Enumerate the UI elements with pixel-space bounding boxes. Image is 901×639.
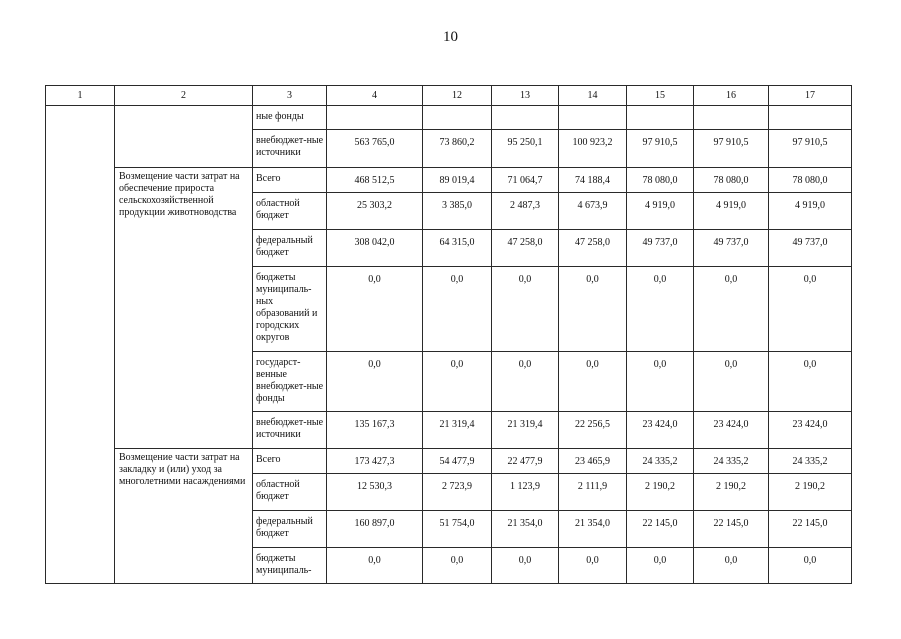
table-row	[46, 449, 852, 474]
funding-source-cell: бюджеты муниципаль-ных образований и городских округов	[253, 267, 327, 352]
amount-cell: 89 019,4	[423, 168, 492, 193]
amount-cell: 0,0	[423, 352, 492, 412]
amount-cell	[492, 106, 559, 130]
column-number: 14	[559, 86, 627, 106]
amount-cell: 78 080,0	[627, 168, 694, 193]
budget-table	[45, 85, 852, 584]
funding-source-cell: областной бюджет	[253, 474, 327, 511]
amount-cell: 12 530,3	[327, 474, 423, 511]
funding-source-cell: государст-венные внебюджет-ные фонды	[253, 352, 327, 412]
amount-cell: 563 765,0	[327, 130, 423, 168]
funding-source-cell: федеральный бюджет	[253, 230, 327, 267]
funding-source-cell: внебюджет-ные источники	[253, 130, 327, 168]
amount-cell: 0,0	[769, 352, 852, 412]
funding-source-cell: внебюджет-ные источники	[253, 412, 327, 449]
amount-cell: 0,0	[769, 267, 852, 352]
amount-cell: 78 080,0	[769, 168, 852, 193]
amount-cell: 0,0	[627, 352, 694, 412]
funding-source-cell: федеральный бюджет	[253, 511, 327, 548]
amount-cell: 4 919,0	[769, 193, 852, 230]
amount-cell	[694, 106, 769, 130]
funding-source-cell: бюджеты муниципаль-	[253, 548, 327, 584]
amount-cell: 23 424,0	[694, 412, 769, 449]
amount-cell: 22 256,5	[559, 412, 627, 449]
amount-cell: 160 897,0	[327, 511, 423, 548]
table-row	[46, 168, 852, 193]
amount-cell: 0,0	[327, 267, 423, 352]
amount-cell: 24 335,2	[694, 449, 769, 474]
amount-cell: 0,0	[559, 352, 627, 412]
amount-cell: 4 673,9	[559, 193, 627, 230]
row-number-cell	[46, 106, 115, 584]
amount-cell	[559, 106, 627, 130]
column-number: 1	[46, 86, 115, 106]
amount-cell: 23 424,0	[769, 412, 852, 449]
amount-cell: 0,0	[694, 267, 769, 352]
amount-cell: 0,0	[492, 352, 559, 412]
amount-cell: 0,0	[423, 267, 492, 352]
column-number: 3	[253, 86, 327, 106]
amount-cell: 468 512,5	[327, 168, 423, 193]
amount-cell: 0,0	[559, 548, 627, 584]
amount-cell: 97 910,5	[694, 130, 769, 168]
page-number: 10	[443, 29, 458, 45]
amount-cell: 0,0	[327, 548, 423, 584]
funding-source-cell: областной бюджет	[253, 193, 327, 230]
amount-cell: 135 167,3	[327, 412, 423, 449]
amount-cell: 173 427,3	[327, 449, 423, 474]
amount-cell: 2 190,2	[627, 474, 694, 511]
amount-cell: 2 190,2	[769, 474, 852, 511]
column-number: 4	[327, 86, 423, 106]
amount-cell: 22 145,0	[769, 511, 852, 548]
amount-cell: 23 465,9	[559, 449, 627, 474]
amount-cell: 97 910,5	[769, 130, 852, 168]
funding-source-cell: ные фонды	[253, 106, 327, 130]
amount-cell: 0,0	[423, 548, 492, 584]
amount-cell: 0,0	[694, 548, 769, 584]
amount-cell: 21 354,0	[559, 511, 627, 548]
column-number-row	[46, 86, 852, 106]
amount-cell: 54 477,9	[423, 449, 492, 474]
amount-cell: 21 354,0	[492, 511, 559, 548]
amount-cell: 78 080,0	[694, 168, 769, 193]
amount-cell: 3 385,0	[423, 193, 492, 230]
amount-cell: 22 145,0	[694, 511, 769, 548]
column-number: 12	[423, 86, 492, 106]
amount-cell: 95 250,1	[492, 130, 559, 168]
amount-cell: 308 042,0	[327, 230, 423, 267]
column-number: 13	[492, 86, 559, 106]
amount-cell: 51 754,0	[423, 511, 492, 548]
amount-cell: 0,0	[327, 352, 423, 412]
amount-cell: 100 923,2	[559, 130, 627, 168]
amount-cell: 0,0	[627, 548, 694, 584]
funding-source-cell: Всего	[253, 168, 327, 193]
amount-cell: 21 319,4	[492, 412, 559, 449]
amount-cell: 74 188,4	[559, 168, 627, 193]
amount-cell	[627, 106, 694, 130]
amount-cell: 21 319,4	[423, 412, 492, 449]
amount-cell: 47 258,0	[559, 230, 627, 267]
amount-cell: 22 145,0	[627, 511, 694, 548]
amount-cell: 0,0	[492, 548, 559, 584]
amount-cell: 24 335,2	[769, 449, 852, 474]
amount-cell: 49 737,0	[769, 230, 852, 267]
amount-cell: 71 064,7	[492, 168, 559, 193]
table-row	[46, 106, 852, 130]
amount-cell: 0,0	[559, 267, 627, 352]
amount-cell: 25 303,2	[327, 193, 423, 230]
table-body	[46, 86, 852, 584]
amount-cell: 1 123,9	[492, 474, 559, 511]
column-number: 2	[115, 86, 253, 106]
column-number: 15	[627, 86, 694, 106]
column-number: 17	[769, 86, 852, 106]
amount-cell: 2 190,2	[694, 474, 769, 511]
amount-cell: 49 737,0	[627, 230, 694, 267]
amount-cell	[327, 106, 423, 130]
direction-cell: Возмещение части затрат на обеспечение прироста сельскохозяйственной продукции животноводства	[115, 168, 253, 449]
amount-cell: 2 723,9	[423, 474, 492, 511]
amount-cell: 49 737,0	[694, 230, 769, 267]
amount-cell: 22 477,9	[492, 449, 559, 474]
column-number: 16	[694, 86, 769, 106]
amount-cell: 73 860,2	[423, 130, 492, 168]
amount-cell: 64 315,0	[423, 230, 492, 267]
amount-cell: 2 487,3	[492, 193, 559, 230]
amount-cell: 0,0	[769, 548, 852, 584]
amount-cell: 47 258,0	[492, 230, 559, 267]
amount-cell: 0,0	[627, 267, 694, 352]
amount-cell: 4 919,0	[694, 193, 769, 230]
amount-cell	[769, 106, 852, 130]
amount-cell: 2 111,9	[559, 474, 627, 511]
amount-cell: 0,0	[694, 352, 769, 412]
direction-cell: Возмещение части затрат на закладку и (или) уход за многолетними насаждениями	[115, 449, 253, 584]
direction-cell	[115, 106, 253, 168]
amount-cell: 4 919,0	[627, 193, 694, 230]
amount-cell: 23 424,0	[627, 412, 694, 449]
amount-cell: 24 335,2	[627, 449, 694, 474]
funding-source-cell: Всего	[253, 449, 327, 474]
amount-cell	[423, 106, 492, 130]
amount-cell: 97 910,5	[627, 130, 694, 168]
amount-cell: 0,0	[492, 267, 559, 352]
